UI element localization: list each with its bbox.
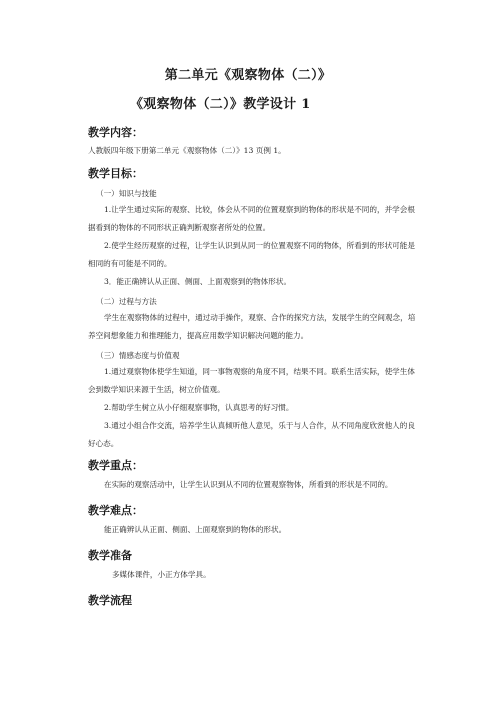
goal2-heading: （二）过程与方法: [96, 297, 157, 306]
heading-difficulties: 教学难点：: [88, 504, 143, 517]
goal1-paragraph-1: 1.让学生通过实际的观察、比较，体会从不同的位置观察到的物体的形状是不同的，并学会根据看到的物体的不同形状正确判断观察者所处的位置。: [88, 205, 415, 232]
goal3-heading: （三）情感态度与价值观: [96, 351, 180, 360]
heading-flow: 教学流程: [88, 594, 132, 607]
key-points-text: 在实际的观察活动中，让学生认识到从不同的位置观察物体，所看到的形状是不同的。: [103, 480, 393, 489]
goal3-paragraph-2: 2.帮助学生树立从小仔细观察事物，认真思考的好习惯。: [103, 403, 294, 412]
difficulties-text: 能正确辨认从正面、侧面、上面观察到的物体的形状。: [103, 525, 287, 534]
goal1-paragraph-2: 2.使学生经历观察的过程，让学生认识到从同一的位置观察不同的物体，所看到的形状可能是相同的有可能是不同的。: [88, 241, 415, 268]
design-title: 《观察物体（二）》教学设计 1: [130, 97, 311, 112]
goal3-paragraph-1: 1.通过观察物体使学生知道，同一事物观察的角度不同，结果不同。联系生活实际，使学生体会到数学知识来源于生活，树立价值观。: [88, 367, 415, 394]
heading-key-points: 教学重点：: [88, 459, 143, 472]
unit-title: 第二单元《观察物体（二）》: [164, 68, 332, 83]
heading-content: 教学内容：: [88, 126, 143, 139]
goal1-heading: （一）知识与技能: [96, 189, 157, 198]
goal3-paragraph-3: 3.通过小组合作交流，培养学生认真倾听他人意见，乐于与人合作，从不同角度欣赏他人的良好心态。: [88, 421, 415, 448]
heading-goals: 教学目标：: [88, 167, 143, 180]
goal1-paragraph-3: 3．能正确辨认从正面、侧面、上面观察到的物体形状。: [103, 277, 292, 286]
heading-preparation: 教学准备: [88, 549, 132, 562]
content-text: 人教版四年级下册第二单元《观察物体（二）》13 页例 1。: [88, 146, 286, 155]
goal2-paragraph-1: 学生在观察物体的过程中，通过动手操作，观察、合作的探究方法，发展学生的空间观念，培养空间想象能力和推理能力，提高应用数学知识解决问题的能力。: [88, 313, 416, 340]
preparation-text: 多媒体课件，小正方体学具。: [111, 570, 211, 579]
